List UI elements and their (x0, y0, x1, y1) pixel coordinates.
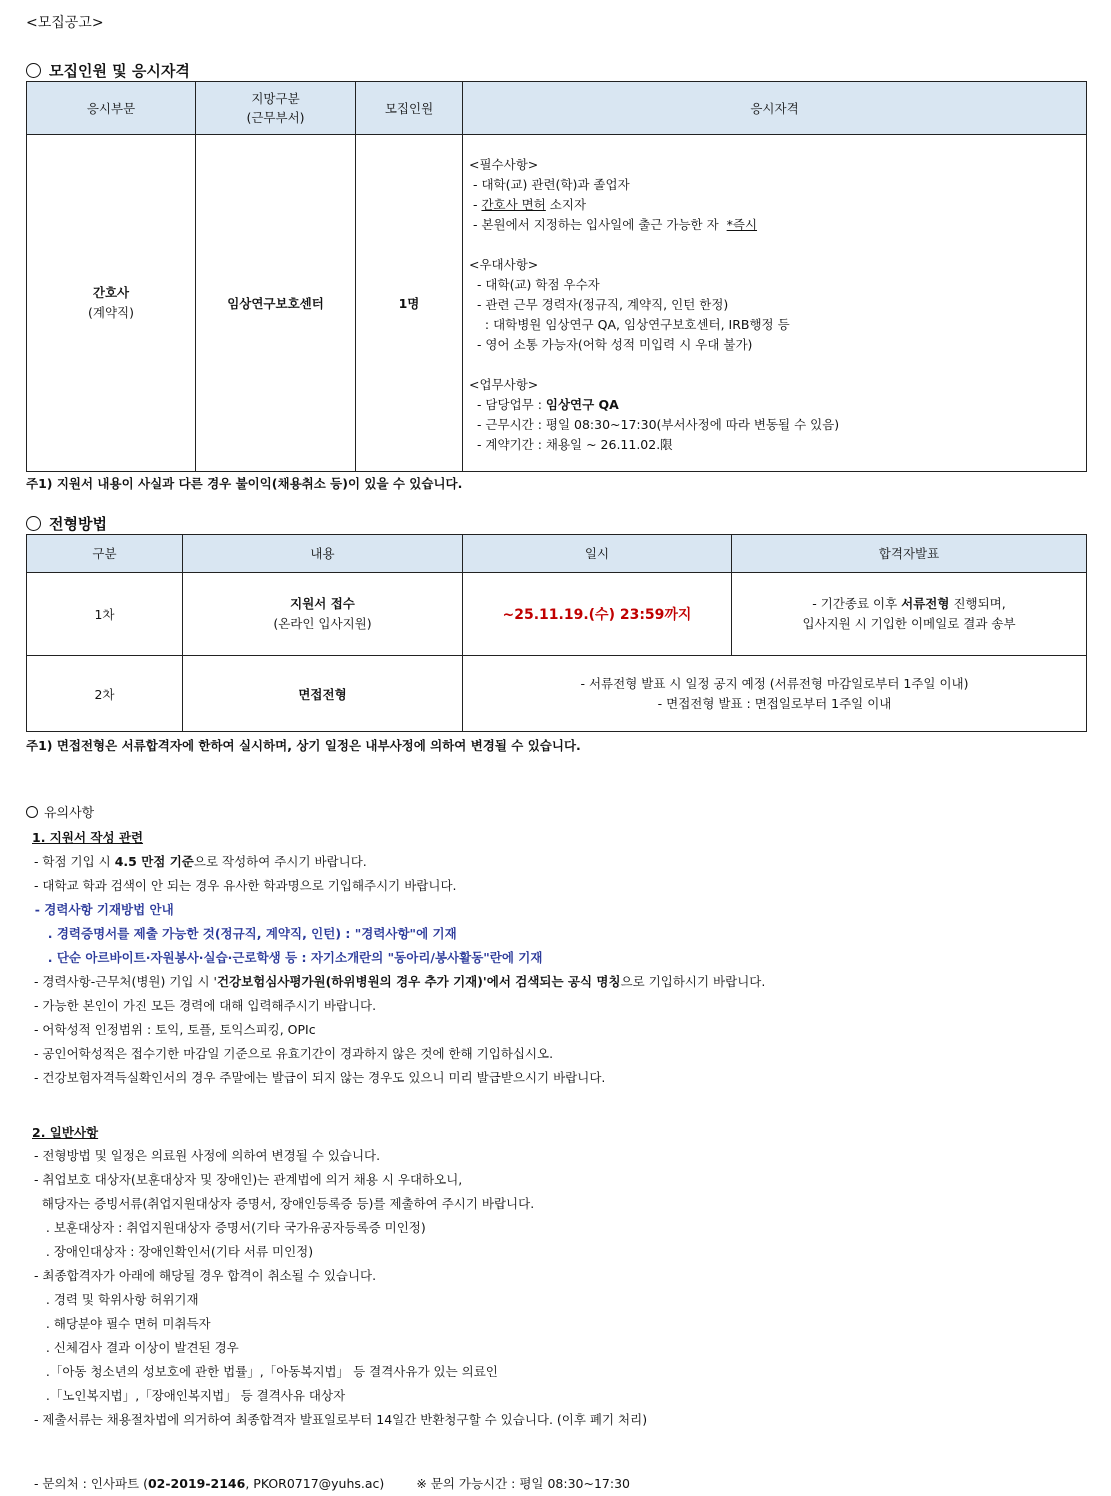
duty-title: <업무사항> (469, 377, 539, 392)
preferred-title: <우대사항> (469, 257, 539, 272)
cell-department: 임상연구보호센터 (196, 135, 356, 472)
notes-line: . 신체검사 결과 이상이 발견된 경우 (26, 1340, 239, 1355)
position-type: (계약직) (88, 305, 134, 320)
note-2: 주1) 면접전형은 서류합격자에 한하여 실시하며, 상기 일정은 내부사정에 의하여 변경될 수 있습니다. (26, 738, 581, 753)
text: 으로 작성하여 주시기 바랍니다. (193, 854, 367, 869)
result-line (732, 594, 1086, 614)
section-title-selection (26, 513, 107, 534)
circle-bullet-icon (26, 806, 38, 818)
circle-bullet-icon (26, 516, 41, 531)
notes-line: 해당자는 증빙서류(취업지원대상자 증명서, 장애인등록증 등)를 제출하여 주시기 바랍니다. (26, 1196, 535, 1211)
col-header-content: 내용 (183, 535, 463, 573)
content-title: 지원서 접수 (290, 596, 355, 611)
col-header-preference-line1: 지망구분 (251, 91, 300, 106)
notice-title: <모집공고> (26, 15, 104, 31)
notes-line: - 전형방법 및 일정은 의료원 사정에 의하여 변경될 수 있습니다. (26, 1148, 381, 1163)
cell-content-1 (183, 573, 463, 656)
notes-line: - 취업보호 대상자(보훈대상자 및 장애인)는 관계법에 의거 채용 시 우대하오니, (26, 1172, 463, 1187)
cell-result-2 (463, 656, 1087, 732)
result-bold: 서류전형 (901, 596, 950, 611)
text: 소지자 (545, 197, 587, 212)
notes-line: - 어학성적 인정범위 : 토익, 토플, 토익스피킹, OPIc (26, 1022, 316, 1037)
text: 으로 기입하시기 바랍니다. (620, 974, 766, 989)
contact-phone: 02-2019-2146 (147, 1476, 246, 1491)
deadline-date: ~25.11.19.(수) 23:59까지 (502, 607, 692, 623)
notes-line: .「아동 청소년의 성보호에 관한 법률」,「아동복지법」 등 결격사유가 있는 의료인 (26, 1364, 498, 1379)
cell-qualifications (463, 135, 1087, 472)
notes-line: - 최종합격자가 아래에 해당될 경우 합격이 취소될 수 있습니다. (26, 1268, 377, 1283)
content-sub: (온라인 입사지원) (273, 616, 372, 631)
duty-item: - 계약기간 : 채용일 ~ 26.11.02.限 (469, 437, 673, 452)
required-title: <필수사항> (469, 157, 539, 172)
contact-line (26, 1472, 1086, 1496)
nurse-license-text: 간호사 면허 (481, 197, 546, 212)
notes-line: - 가능한 본인이 가진 모든 경력에 대해 입력해주시기 바랍니다. (26, 998, 377, 1013)
section-title-text: 전형방법 (49, 515, 107, 533)
result-line: - 면접전형 발표 : 면접일로부터 1주일 이내 (657, 695, 892, 711)
text: - 경력사항-근무처(병원) 기입 시 ' (26, 974, 217, 989)
text: - 본원에서 지정하는 입사일에 출근 가능한 자 (469, 217, 727, 232)
note-1: 주1) 지원서 내용이 사실과 다른 경우 불이익(채용취소 등)이 있을 수 있습니다. (26, 476, 463, 491)
col-header-division: 응시부문 (27, 82, 196, 135)
notes-line: . 경력증명서를 제출 가능한 것(정규직, 계약직, 인턴) : "경력사항"에 기재 (26, 926, 457, 941)
cell-stage-2: 2차 (27, 656, 183, 732)
notes-line: - 제출서류는 채용절차법에 의거하여 최종합격자 발표일로부터 14일간 반환청구할 수 있습니다. (이후 폐기 처리) (26, 1412, 648, 1427)
duty-bold: 임상연구 QA (545, 397, 619, 412)
precautions-title (26, 802, 1086, 826)
cell-count: 1명 (356, 135, 463, 472)
text: 진행되며, (949, 596, 1006, 611)
precautions-block (26, 802, 1086, 1496)
cell-result-1 (732, 573, 1087, 656)
text: - 문의처 : 인사파트 ( (26, 1476, 148, 1491)
notes-line: - 경력사항 기재방법 안내 (26, 902, 174, 917)
recruitment-table (26, 81, 1087, 472)
required-item: - 대학(교) 관련(학)과 졸업자 (469, 177, 630, 192)
bold-text: 건강보험심사평가원(하위병원의 경우 추가 기재)'에서 검색되는 공식 명칭 (216, 974, 621, 989)
cell-date-1 (463, 573, 732, 656)
section-title-recruitment (26, 60, 190, 81)
notes-line: - 건강보험자격득실확인서의 경우 주말에는 발급이 되지 않는 경우도 있으니 미리 발급받으시기 바랍니다. (26, 1070, 606, 1085)
notes-line: . 경력 및 학위사항 허위기재 (26, 1292, 199, 1307)
cell-stage-1: 1차 (27, 573, 183, 656)
notes-line: . 장애인대상자 : 장애인확인서(기타 서류 미인정) (26, 1244, 314, 1259)
notes-line: .「노인복지법」,「장애인복지법」 등 결격사유 대상자 (26, 1388, 346, 1403)
notes-line (26, 970, 1086, 994)
notes-line: . 해당분야 필수 면허 미취득자 (26, 1316, 211, 1331)
contact-hours: ※ 문의 가능시간 : 평일 08:30~17:30 (416, 1476, 630, 1491)
notes-line: - 공인어학성적은 접수기한 마감일 기준으로 유효기간이 경과하지 않은 것에 한해 기입하십시오. (26, 1046, 554, 1061)
selection-table (26, 534, 1087, 732)
contact-email: , PKOR0717@yuhs.ac) (245, 1476, 385, 1491)
preferred-item: - 관련 근무 경력자(정규직, 계약직, 인턴 한정) (469, 297, 729, 312)
position-name: 간호사 (92, 285, 130, 300)
result-line: - 서류전형 발표 시 일정 공지 예정 (서류전형 마감일로부터 1주일 이내) (580, 675, 969, 691)
text: - 담당업무 : (469, 397, 546, 412)
col-header-preference-line2: (근무부서) (246, 110, 305, 125)
cell-content-2: 면접전형 (183, 656, 463, 732)
circle-bullet-icon (26, 63, 41, 78)
notes-line: - 대학교 학과 검색이 안 되는 경우 유사한 학과명으로 기입해주시기 바랍니다. (26, 878, 457, 893)
sub2-title: 2. 일반사항 (32, 1125, 99, 1140)
text: - (469, 197, 482, 212)
cell-position (27, 135, 196, 472)
preferred-item: : 대학병원 임상연구 QA, 임상연구보호센터, IRB행정 등 (469, 317, 790, 332)
text: - 기간종료 이후 (812, 596, 902, 611)
col-header-stage: 구분 (27, 535, 183, 573)
preferred-item: - 영어 소통 가능자(어학 성적 미입력 시 우대 불가) (469, 337, 753, 352)
preferred-item: - 대학(교) 학점 우수자 (469, 277, 600, 292)
col-header-preference (196, 82, 356, 135)
result-line: 입사지원 시 기입한 이메일로 결과 송부 (802, 616, 1016, 631)
sub1-title: 1. 지원서 작성 관련 (32, 830, 144, 845)
duty-item: - 근무시간 : 평일 08:30~17:30(부서사정에 따라 변동될 수 있음) (469, 417, 840, 432)
text: 유의사항 (44, 806, 95, 821)
required-item (469, 215, 1086, 235)
notes-line (26, 850, 1086, 874)
section-title-text: 모집인원 및 응시자격 (49, 62, 190, 80)
immediate-tag: *즉시 (726, 217, 758, 232)
required-item (469, 195, 1086, 215)
col-header-qualification: 응시자격 (463, 82, 1087, 135)
duty-item (469, 395, 1086, 415)
notes-line: . 보훈대상자 : 취업지원대상자 증명서(기타 국가유공자등록증 미인정) (26, 1220, 426, 1235)
col-header-count: 모집인원 (356, 82, 463, 135)
bold-text: 4.5 만점 기준 (114, 854, 194, 869)
col-header-result: 합격자발표 (732, 535, 1087, 573)
col-header-date: 일시 (463, 535, 732, 573)
notes-line: . 단순 아르바이트·자원봉사·실습·근로학생 등 : 자기소개란의 "동아리/봉사활동"란에 기재 (26, 950, 543, 965)
text: - 학점 기입 시 (26, 854, 115, 869)
